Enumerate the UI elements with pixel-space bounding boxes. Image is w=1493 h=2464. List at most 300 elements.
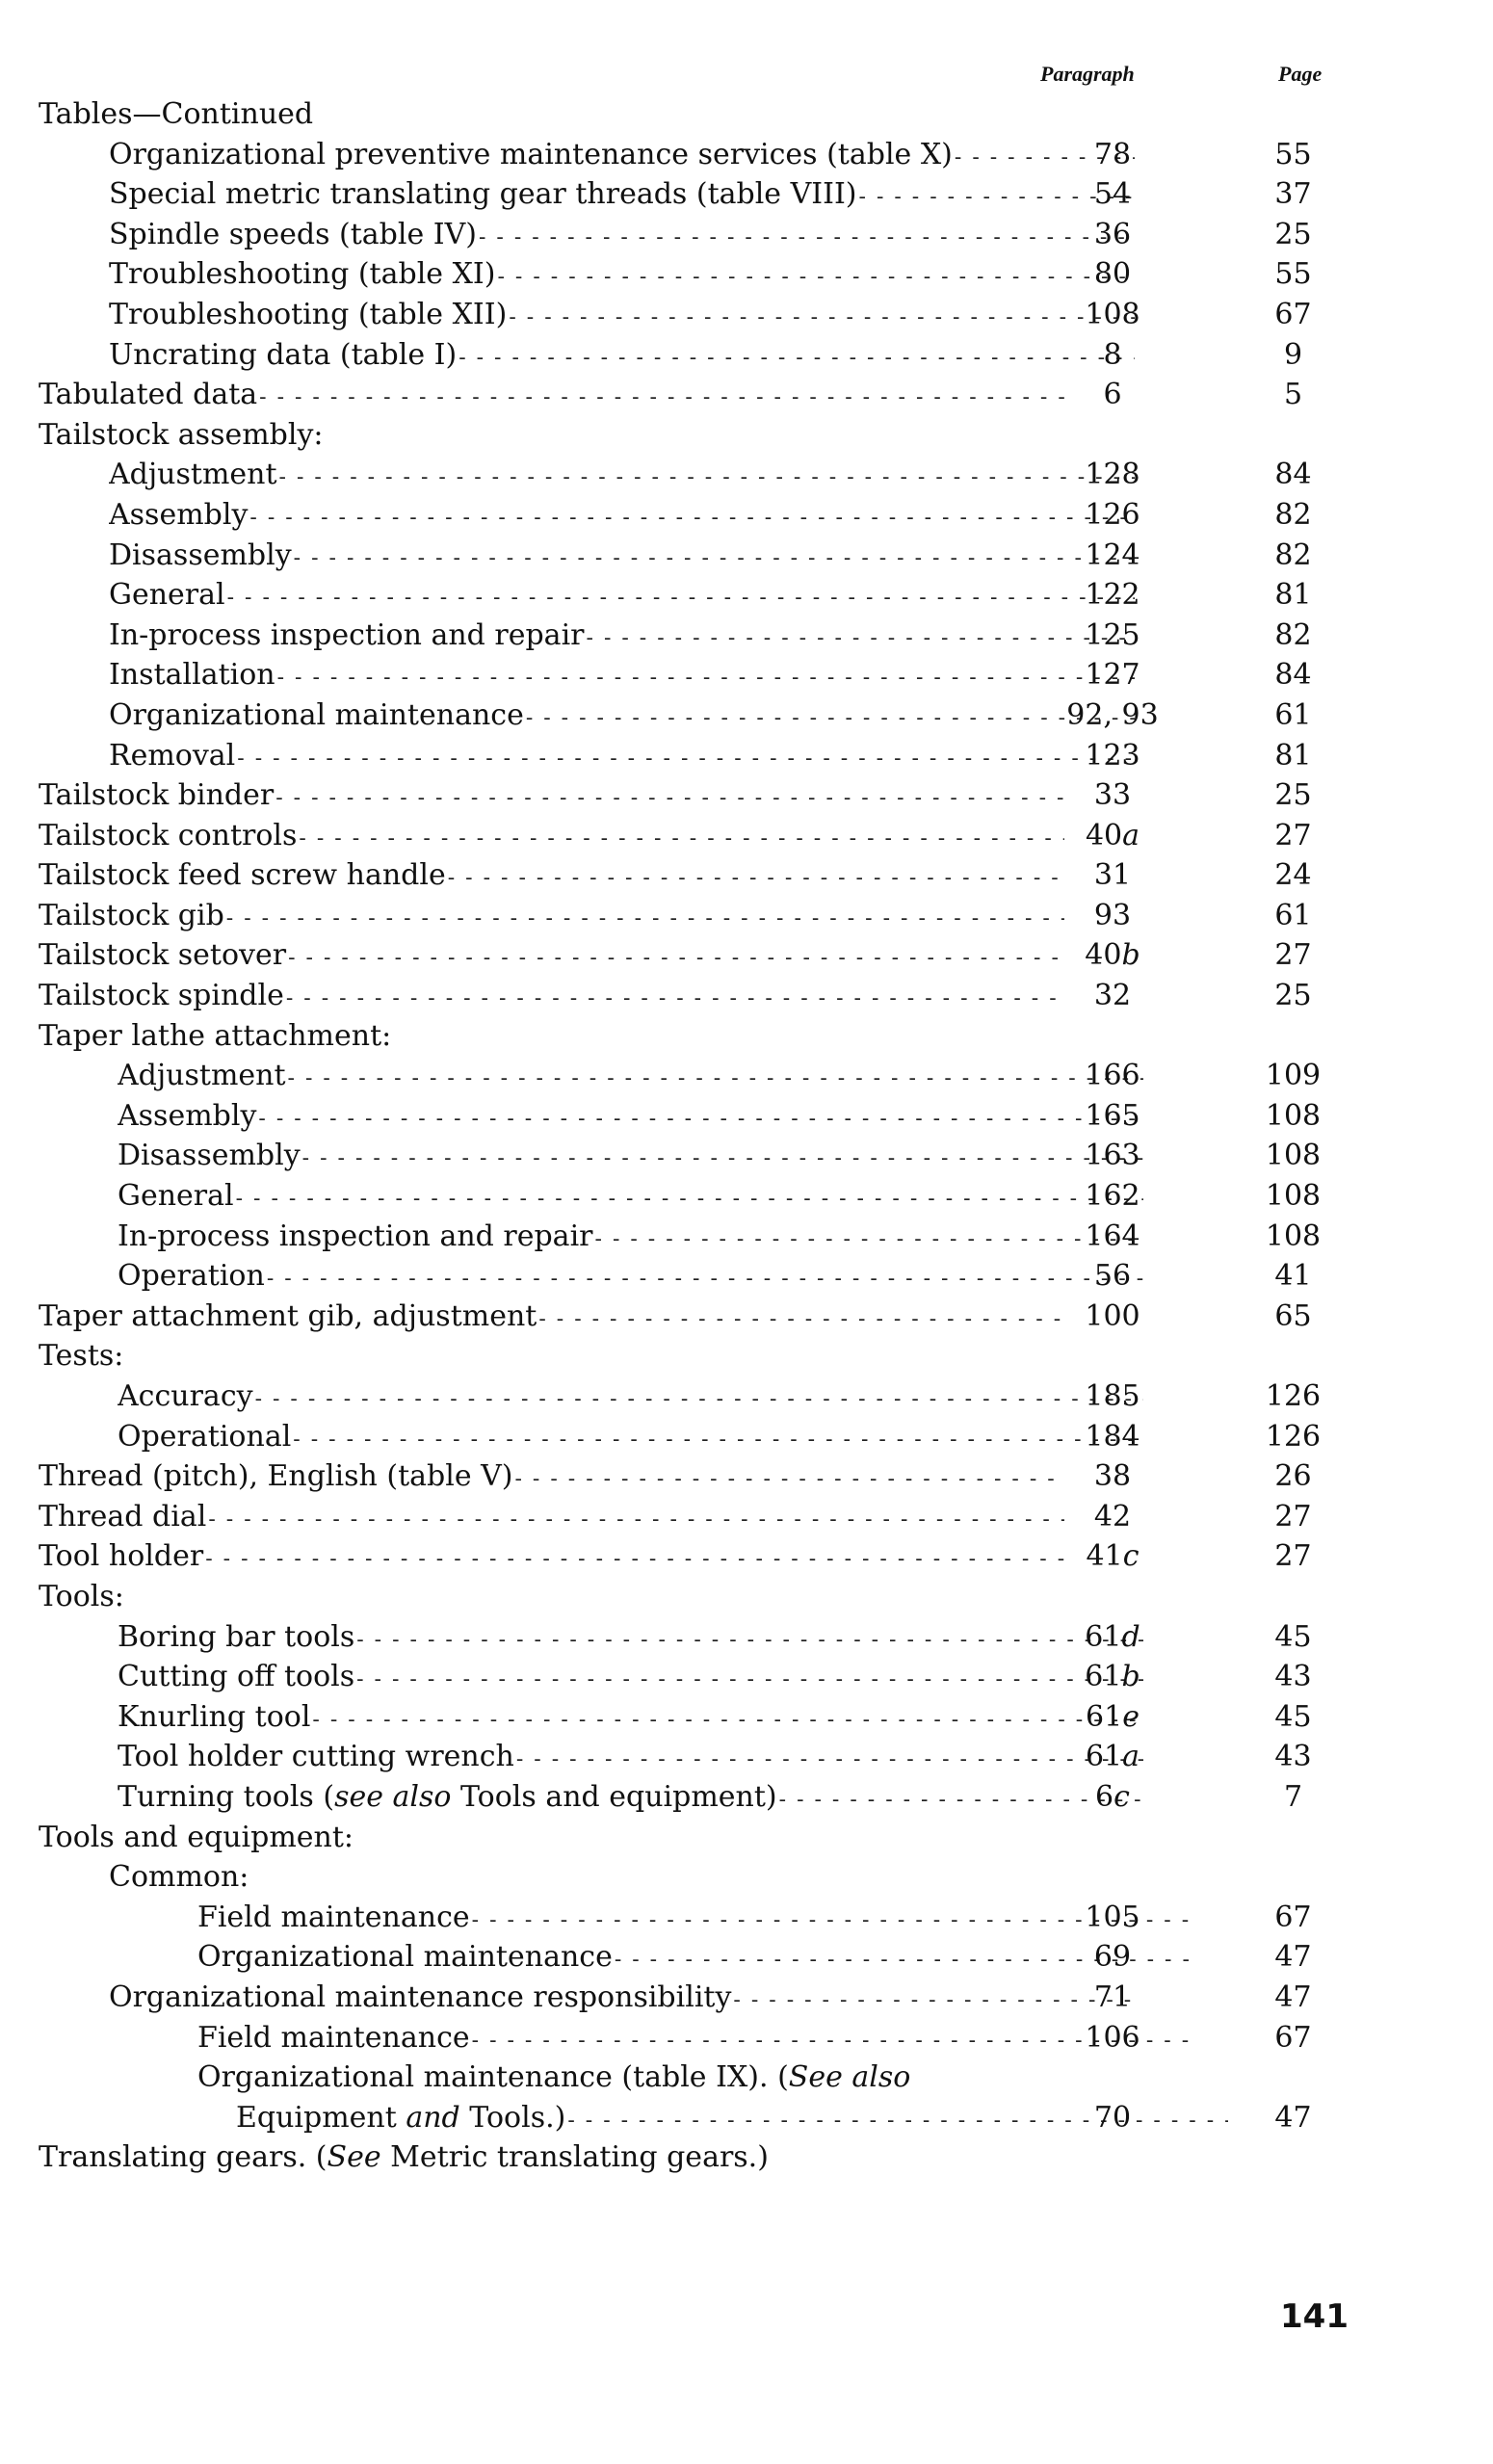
index-entry	[0, 1056, 1493, 1096]
page-reference: 82	[1274, 497, 1312, 532]
entry-label-group	[39, 1536, 1064, 1577]
paragraph-number	[1011, 1456, 1214, 1497]
index-list	[0, 94, 1493, 2178]
paragraph-number	[1011, 575, 1214, 616]
paragraph-value: 164	[1085, 1219, 1140, 1253]
entry-label: Organizational maintenance	[109, 697, 524, 732]
entry-label: Organizational maintenance responsibility	[109, 1979, 732, 2014]
paragraph-number	[1011, 135, 1214, 175]
paragraph-value: 123	[1085, 738, 1140, 773]
leader-dots	[286, 979, 1064, 1016]
paragraph-value: 40	[1085, 938, 1122, 973]
index-entry	[0, 1417, 1493, 1457]
paragraph-number	[1011, 254, 1214, 295]
paragraph-number	[1011, 616, 1214, 656]
page-reference: 81	[1274, 578, 1312, 613]
leader-dots	[208, 1500, 1064, 1537]
entry-label: Assembly	[109, 497, 249, 532]
page-reference: 65	[1274, 1298, 1312, 1333]
index-entry	[0, 1737, 1493, 1777]
entry-label: General	[109, 578, 225, 613]
paragraph-value: 93	[1093, 898, 1132, 932]
paragraph-number	[1011, 1297, 1214, 1337]
entry-label: Tools:	[39, 1579, 124, 1613]
page-reference: 27	[1274, 938, 1312, 973]
index-entry	[0, 775, 1493, 816]
leader-dots	[299, 819, 1064, 856]
entry-label-group	[109, 455, 1135, 495]
entry-label	[236, 2098, 565, 2138]
entry-label: Organizational preventive maintenance services (table X)	[109, 137, 953, 171]
index-entry	[0, 455, 1493, 495]
paragraph-number	[1011, 2098, 1214, 2138]
entry-label: Taper lathe attachment:	[39, 1018, 392, 1053]
page-reference: 108	[1265, 1098, 1322, 1133]
page-reference: 27	[1274, 1539, 1312, 1574]
page-reference: 47	[1274, 2100, 1312, 2135]
paragraph-suffix: a	[1122, 1740, 1140, 1774]
index-entry	[0, 1497, 1493, 1537]
entry-label-group	[118, 1136, 1143, 1176]
index-entry	[0, 2058, 1493, 2098]
entry-label-group	[39, 1297, 1064, 1337]
entry-label-group	[39, 1818, 1064, 1858]
entry-label-group	[39, 976, 1064, 1016]
page-reference: 27	[1274, 1499, 1312, 1533]
entry-label-group	[118, 1096, 1143, 1137]
index-entry	[0, 1857, 1493, 1898]
paragraph-number	[1011, 295, 1214, 335]
leader-dots	[514, 1459, 1064, 1497]
entry-label-group	[39, 94, 1064, 135]
entry-label-group	[118, 1417, 1143, 1457]
page-reference: 67	[1274, 2020, 1312, 2055]
page-reference: 67	[1274, 1900, 1312, 1934]
leader-dots	[237, 739, 1135, 776]
paragraph-value: 122	[1085, 578, 1140, 613]
page-reference: 5	[1283, 378, 1303, 412]
paragraph-value: 162	[1085, 1179, 1140, 1214]
index-entry	[0, 335, 1493, 376]
page-reference: 61	[1274, 898, 1312, 932]
paragraph-number	[1011, 215, 1214, 255]
paragraph-value: 61	[1085, 1619, 1122, 1654]
paragraph-number	[1011, 1536, 1214, 1577]
paragraph-value: 70	[1093, 2100, 1132, 2135]
entry-label: Common:	[109, 1860, 249, 1895]
entry-label: Thread dial	[39, 1499, 207, 1533]
paragraph-value: 41	[1086, 1539, 1123, 1574]
page-reference: 108	[1265, 1219, 1322, 1253]
page-reference: 109	[1265, 1059, 1322, 1093]
leader-dots	[259, 378, 1064, 415]
entry-label: Knurling tool	[118, 1699, 311, 1734]
entry-label: Taper attachment gib, adjustment	[39, 1298, 537, 1333]
index-entry	[0, 215, 1493, 255]
entry-label-part: Equipment	[236, 2100, 406, 2135]
paragraph-value: 105	[1085, 1900, 1140, 1934]
page-reference: 47	[1274, 1979, 1312, 2014]
paragraph-number	[1011, 335, 1214, 376]
page-reference: 25	[1274, 217, 1312, 251]
paragraph-suffix: e	[1122, 1699, 1139, 1734]
index-entry	[0, 94, 1493, 135]
paragraph-number	[1011, 1617, 1214, 1658]
paragraph-number	[1011, 2018, 1214, 2058]
paragraph-value: 127	[1085, 658, 1140, 693]
index-entry	[0, 1657, 1493, 1697]
entry-label: Accuracy	[118, 1379, 253, 1413]
entry-label: Disassembly	[118, 1139, 301, 1173]
paragraph-suffix: d	[1121, 1619, 1140, 1654]
paragraph-number	[1011, 1217, 1214, 1257]
leader-dots	[226, 899, 1064, 936]
leader-dots	[448, 858, 1064, 896]
paragraph-number	[1011, 695, 1214, 736]
entry-label	[197, 2058, 910, 2098]
paragraph-value: 100	[1085, 1298, 1140, 1333]
entry-label-group	[39, 855, 1064, 896]
paragraph-number	[1011, 1256, 1214, 1297]
index-entry	[0, 174, 1493, 215]
entry-label: Tailstock gib	[39, 898, 224, 932]
entry-label: Tailstock spindle	[39, 979, 284, 1013]
entry-label-group	[109, 495, 1135, 536]
paragraph-value: 40	[1085, 818, 1123, 852]
paragraph-value: 32	[1093, 979, 1132, 1013]
entry-label: Tests:	[39, 1339, 124, 1374]
page-number: 141	[1280, 2297, 1349, 2336]
entry-label-group	[39, 1336, 1064, 1376]
entry-label: Spindle speeds (table IV)	[109, 217, 477, 251]
page-reference: 81	[1274, 738, 1312, 773]
page-reference: 61	[1274, 697, 1312, 732]
paragraph-number	[1011, 495, 1214, 536]
paragraph-number	[1011, 736, 1214, 776]
entry-label-group	[109, 135, 1135, 175]
index-entry	[0, 375, 1493, 415]
entry-label-part: Turning tools (	[118, 1779, 335, 1814]
index-entry	[0, 1256, 1493, 1297]
entry-label-group	[118, 1697, 1143, 1738]
entry-label: Tailstock binder	[39, 778, 275, 813]
leader-dots	[249, 498, 1135, 536]
entry-label: Operation	[118, 1259, 265, 1294]
entry-label-group	[109, 295, 1135, 335]
index-entry	[0, 976, 1493, 1016]
entry-label-group	[39, 935, 1064, 976]
page-reference: 45	[1274, 1699, 1312, 1734]
entry-label-italic: See also	[788, 2060, 911, 2095]
entry-label: Tailstock assembly:	[39, 417, 324, 452]
paragraph-number	[1011, 536, 1214, 576]
entry-label-group	[118, 1657, 1143, 1697]
index-entry	[0, 1176, 1493, 1217]
paragraph-number	[1011, 1056, 1214, 1096]
paragraph-suffix: c	[1122, 1539, 1139, 1574]
paragraph-number	[1011, 816, 1214, 856]
entry-label-group	[39, 816, 1064, 856]
page-reference: 67	[1274, 297, 1312, 331]
entry-label: In-process inspection and repair	[118, 1219, 593, 1253]
page-reference: 84	[1274, 658, 1312, 693]
paragraph-number	[1011, 1737, 1214, 1777]
paragraph-suffix: a	[1122, 818, 1140, 852]
entry-label-group	[118, 1217, 1143, 1257]
page-reference: 37	[1274, 177, 1312, 212]
entry-label: Tool holder	[39, 1539, 204, 1574]
leader-dots	[255, 1379, 1143, 1417]
page-reference: 9	[1283, 337, 1303, 372]
paragraph-value: 54	[1093, 177, 1132, 212]
paragraph-value: 163	[1085, 1139, 1140, 1173]
entry-label-group	[39, 2137, 1064, 2178]
leader-dots	[277, 658, 1135, 695]
entry-label-group	[109, 695, 1135, 736]
paragraph-number	[1011, 896, 1214, 936]
paragraph-value: 126	[1085, 497, 1140, 532]
entry-label-group	[109, 174, 1135, 215]
index-entry	[0, 1777, 1493, 1818]
page-reference: 41	[1274, 1259, 1312, 1294]
paragraph-value: 38	[1093, 1459, 1132, 1494]
paragraph-value: 124	[1085, 537, 1140, 572]
entry-label: Boring bar tools	[118, 1619, 355, 1654]
paragraph-value: 184	[1085, 1419, 1140, 1454]
entry-label: General	[118, 1179, 234, 1214]
index-entry	[0, 1978, 1493, 2018]
page-reference: 55	[1274, 257, 1312, 292]
leader-dots	[236, 1179, 1143, 1217]
page-reference: 82	[1274, 537, 1312, 572]
paragraph-number	[1011, 455, 1214, 495]
index-entry	[0, 695, 1493, 736]
entry-label-group	[39, 775, 1064, 816]
entry-label: Operational	[118, 1419, 292, 1454]
index-entry	[0, 295, 1493, 335]
paragraph-number	[1011, 1978, 1214, 2018]
entry-label-group	[39, 375, 1064, 415]
entry-label-group	[109, 575, 1135, 616]
entry-label: Thread (pitch), English (table V)	[39, 1459, 513, 1494]
entry-label-group	[39, 1497, 1064, 1537]
paragraph-value: 125	[1085, 617, 1140, 652]
entry-label-group	[109, 1978, 1135, 2018]
entry-label-group	[39, 415, 1064, 456]
paragraph-number	[1011, 1497, 1214, 1537]
index-entry	[0, 1297, 1493, 1337]
entry-label: Tools and equipment:	[39, 1820, 354, 1854]
index-entry	[0, 1096, 1493, 1137]
paragraph-number	[1011, 1096, 1214, 1137]
entry-label-group	[118, 1256, 1143, 1297]
page-reference: 47	[1274, 1940, 1312, 1975]
entry-label-group	[118, 1617, 1143, 1658]
paragraph-number	[1011, 1898, 1214, 1938]
entry-label: Installation	[109, 658, 275, 693]
entry-label	[118, 1777, 777, 1818]
entry-label-group	[197, 2058, 1190, 2098]
entry-label-group	[118, 1056, 1143, 1096]
paragraph-value: 61	[1085, 1660, 1122, 1694]
page-reference: 7	[1283, 1779, 1303, 1814]
entry-label-group	[109, 215, 1135, 255]
index-entry	[0, 536, 1493, 576]
paragraph-value: 80	[1093, 257, 1132, 292]
entry-label: Disassembly	[109, 537, 292, 572]
leader-dots	[275, 778, 1064, 816]
paragraph-value: 128	[1085, 458, 1140, 492]
entry-label-part: Metric translating gears.)	[380, 2140, 769, 2175]
paragraph-value: 108	[1085, 297, 1140, 331]
index-entry	[0, 2018, 1493, 2058]
entry-label-group	[39, 896, 1064, 936]
paragraph-value: 69	[1093, 1940, 1132, 1975]
index-entry	[0, 2137, 1493, 2178]
entry-label: Troubleshooting (table XII)	[109, 297, 508, 331]
page-column-header: Page	[1278, 62, 1323, 86]
index-entry	[0, 415, 1493, 456]
paragraph-number	[1011, 174, 1214, 215]
paragraph-number	[1011, 935, 1214, 976]
entry-label: Field maintenance	[197, 1900, 470, 1934]
page-reference: 43	[1274, 1740, 1312, 1774]
index-entry	[0, 1818, 1493, 1858]
entry-label: Adjustment	[109, 458, 277, 492]
entry-label-italic: see also	[334, 1779, 452, 1814]
entry-label: Tabulated data	[39, 378, 258, 412]
index-entry	[0, 575, 1493, 616]
entry-label-part: Tools and equipment)	[451, 1779, 777, 1814]
leader-dots	[538, 1299, 1064, 1337]
paragraph-value: 165	[1085, 1098, 1140, 1133]
index-entry	[0, 816, 1493, 856]
entry-label-group	[109, 254, 1135, 295]
paragraph-value: 6	[1103, 378, 1122, 412]
paragraph-value: 6	[1095, 1779, 1114, 1814]
entry-label: Organizational maintenance	[197, 1940, 613, 1975]
entry-label-group	[118, 1737, 1143, 1777]
entry-label-italic: See	[327, 2140, 381, 2175]
entry-label: Tailstock feed screw handle	[39, 858, 446, 893]
index-entry	[0, 655, 1493, 695]
paragraph-value: 92, 93	[1066, 697, 1159, 732]
index-entry	[0, 1536, 1493, 1577]
entry-label-italic: and	[406, 2100, 460, 2135]
entry-label: Tailstock controls	[39, 818, 298, 852]
entry-label-group	[118, 1176, 1143, 1217]
entry-label: Removal	[109, 738, 236, 773]
index-entry	[0, 1937, 1493, 1978]
paragraph-value: 166	[1085, 1059, 1140, 1093]
index-entry	[0, 1217, 1493, 1257]
index-entry	[0, 1577, 1493, 1617]
paragraph-column-header: Paragraph	[1040, 62, 1135, 86]
entry-label-group	[118, 1777, 1143, 1818]
entry-label-part: Organizational maintenance (table IX). (	[197, 2060, 789, 2095]
page-reference: 126	[1265, 1419, 1322, 1454]
entry-label: Troubleshooting (table XI)	[109, 257, 496, 292]
page-reference: 25	[1274, 778, 1312, 813]
index-entry	[0, 935, 1493, 976]
page-reference: 24	[1274, 858, 1312, 893]
entry-label-group	[109, 736, 1135, 776]
entry-label-group	[118, 1376, 1143, 1417]
index-entry	[0, 1016, 1493, 1057]
entry-label: Assembly	[118, 1098, 257, 1133]
entry-label-group	[109, 335, 1135, 376]
paragraph-value: 36	[1093, 217, 1132, 251]
entry-label-group	[109, 616, 1135, 656]
entry-label-part: Translating gears. (	[39, 2140, 327, 2175]
page-reference: 26	[1274, 1459, 1312, 1494]
leader-dots	[205, 1539, 1064, 1577]
index-entry	[0, 896, 1493, 936]
entry-label: Cutting off tools	[118, 1660, 355, 1694]
page-reference: 25	[1274, 979, 1312, 1013]
paragraph-number	[1011, 1697, 1214, 1738]
index-entry	[0, 495, 1493, 536]
index-entry	[0, 1136, 1493, 1176]
index-entry	[0, 855, 1493, 896]
entry-label-group	[109, 655, 1135, 695]
page-reference: 55	[1274, 137, 1312, 171]
leader-dots	[294, 538, 1135, 576]
paragraph-value: 8	[1103, 337, 1122, 372]
entry-label: Uncrating data (table I)	[109, 337, 458, 372]
index-entry	[0, 1697, 1493, 1738]
paragraph-suffix: b	[1121, 1660, 1140, 1694]
paragraph-number	[1011, 976, 1214, 1016]
paragraph-value: 56	[1093, 1259, 1132, 1294]
paragraph-value: 106	[1085, 2020, 1140, 2055]
leader-dots	[288, 938, 1064, 976]
index-entry	[0, 135, 1493, 175]
entry-label-part: Tools.)	[459, 2100, 566, 2135]
page-reference: 45	[1274, 1619, 1312, 1654]
paragraph-number	[1011, 375, 1214, 415]
paragraph-number	[1011, 855, 1214, 896]
paragraph-number	[1011, 1136, 1214, 1176]
paragraph-value: 78	[1093, 137, 1132, 171]
leader-dots	[227, 578, 1135, 616]
paragraph-suffix: b	[1121, 938, 1140, 973]
entry-label: Adjustment	[118, 1059, 286, 1093]
paragraph-value: 71	[1093, 1979, 1132, 2014]
entry-label-group	[39, 1577, 1064, 1617]
index-entry	[0, 254, 1493, 295]
paragraph-suffix: c	[1113, 1779, 1130, 1814]
entry-label: In-process inspection and repair	[109, 617, 585, 652]
entry-label-group	[39, 1456, 1064, 1497]
entry-label-group	[109, 536, 1135, 576]
paragraph-number	[1011, 1417, 1214, 1457]
paragraph-number	[1011, 1937, 1214, 1978]
paragraph-value: 61	[1086, 1699, 1123, 1734]
entry-label: Tailstock setover	[39, 938, 287, 973]
entry-label: Special metric translating gear threads (table VIII)	[109, 177, 857, 212]
page-reference: 84	[1274, 458, 1312, 492]
paragraph-number	[1011, 775, 1214, 816]
index-entry	[0, 616, 1493, 656]
index-entry	[0, 1336, 1493, 1376]
paragraph-value: 42	[1093, 1499, 1132, 1533]
paragraph-value: 185	[1085, 1379, 1140, 1413]
index-entry	[0, 736, 1493, 776]
entry-label	[39, 2137, 769, 2178]
paragraph-number	[1011, 1657, 1214, 1697]
paragraph-value: 33	[1093, 778, 1132, 813]
